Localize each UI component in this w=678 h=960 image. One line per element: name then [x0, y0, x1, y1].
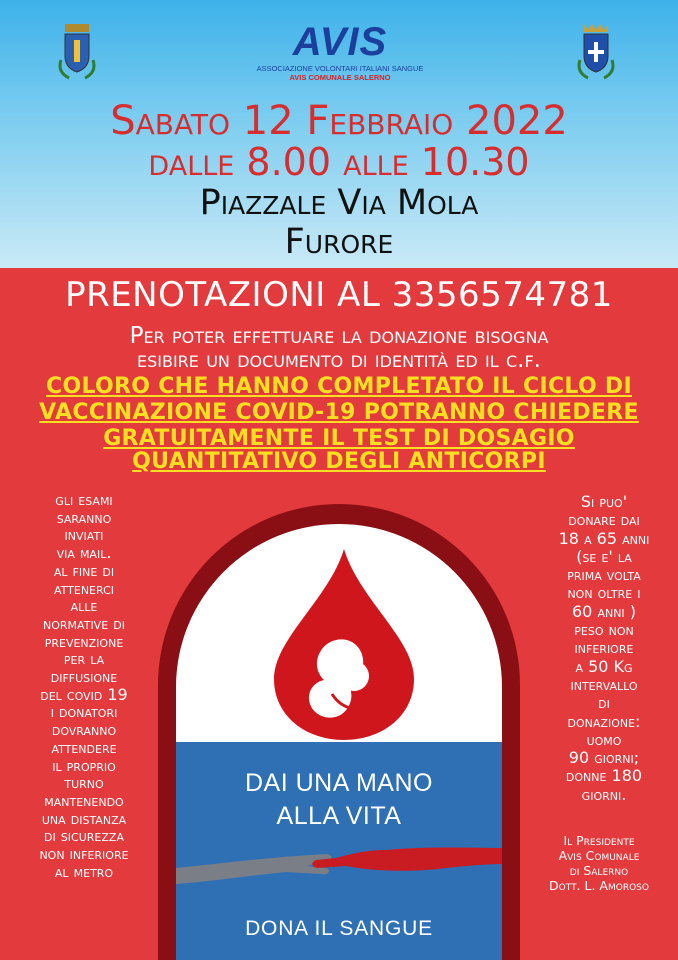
covid-info-line: attendere [51, 737, 117, 757]
donor-requirement-line: di [598, 693, 610, 713]
municipal-crest-right-icon [574, 20, 618, 82]
covid-info-line: gli esami [55, 490, 113, 509]
covid-info-column [4, 491, 164, 880]
president-line: Il Presidente [563, 833, 635, 848]
donor-requirement-line: prima volta [567, 565, 641, 585]
president-line: Avis Comunale [558, 848, 640, 863]
donor-requirement-line: Si puo' [580, 492, 628, 511]
donor-requirement-line: giorni. [581, 784, 627, 804]
avis-logo [255, 22, 425, 82]
avis-logo-word: AVIS [292, 20, 388, 64]
event-town: Furore [284, 222, 394, 262]
documents-line: Per poter effettuare la donazione bisogna [129, 323, 549, 349]
president-line: di Salerno [569, 863, 629, 878]
covid-info-line: al fine di [53, 560, 115, 580]
avis-logo-subtitle: ASSOCIAZIONE VOLONTARI ITALIANI SANGUE [256, 64, 424, 73]
vaccination-notice-line: QUANTITATIVO DEGLI ANTICORPI [132, 449, 546, 474]
covid-info-line: al metro [54, 861, 114, 881]
covid-info-line: turno [64, 773, 104, 793]
event-place: Piazzale Via Mola [199, 183, 479, 223]
donor-requirement-line: donazione: [567, 711, 641, 731]
covid-info-line: saranno [56, 507, 112, 527]
donor-requirement-line: uomo [586, 729, 622, 749]
donor-requirement-line: donare dai [568, 510, 640, 530]
donor-requirement-line: 90 giorni; [568, 748, 640, 768]
donor-requirements-column [530, 493, 678, 804]
covid-info-line: prevenzione [44, 631, 124, 651]
covid-info-line: del covid 19 [40, 684, 128, 704]
covid-info-line: i donatori [50, 702, 118, 722]
slogan-bottom: DONA IL SANGUE [245, 917, 433, 940]
covid-info-line: attenerci [53, 578, 115, 598]
event-time: dalle 8.00 alle 10.30 [148, 140, 530, 184]
covid-info-line: via mail. [56, 543, 112, 563]
president-line: Dott. L. Amoroso [549, 878, 649, 893]
donor-requirement-line: a 50 Kg [575, 656, 633, 676]
covid-info-line: inviati [64, 525, 104, 545]
donor-requirement-line: 60 anni ) [572, 601, 636, 621]
president-signature [520, 833, 678, 893]
covid-info-line: per la [63, 649, 105, 669]
donor-requirement-line: intervallo [570, 674, 638, 694]
slogan-line: DAI UNA MANO [245, 769, 433, 797]
covid-info-line: di sicurezza [44, 826, 124, 846]
municipal-crest-left-icon [55, 20, 99, 82]
donor-requirement-line: 18 a 65 anni [558, 528, 650, 548]
covid-info-line: mantenendo [44, 790, 124, 810]
covid-info-line: alle [70, 596, 98, 616]
vaccination-notice-line: COLORO CHE HANNO COMPLETATO IL CICLO DI [46, 374, 632, 399]
donor-requirement-line: non oltre i [567, 583, 641, 603]
avis-logo-section: AVIS COMUNALE SALERNO [289, 73, 391, 82]
event-date: Sabato 12 Febbraio 2022 [110, 98, 568, 144]
donor-requirement-line: inferiore [574, 638, 634, 658]
blood-drop-mother-child-icon [244, 544, 444, 744]
handshake-icon [176, 828, 502, 898]
covid-info-line: una distanza [41, 808, 127, 828]
donor-requirement-line: donne 180 [565, 766, 643, 786]
vaccination-notice-line: GRATUITAMENTE IL TEST DI DOSAGIO [103, 426, 575, 451]
donor-requirement-line: (se e' la [576, 546, 632, 566]
vaccination-notice-line: VACCINAZIONE COVID-19 POTRANNO CHIEDERE [39, 400, 639, 425]
slogan-line: ALLA VITA [276, 802, 402, 830]
documents-line: esibire un documento di identità ed il c.f. [137, 347, 541, 373]
donor-requirement-line: peso non [574, 620, 634, 640]
covid-info-line: dovranno [51, 720, 117, 740]
covid-info-line: normative di [43, 613, 125, 633]
covid-info-line: non inferiore [39, 844, 129, 864]
covid-info-line: diffusione [50, 667, 118, 687]
covid-info-line: il proprio [52, 755, 116, 775]
booking-phone: PRENOTAZIONI AL 3356574781 [65, 275, 613, 315]
